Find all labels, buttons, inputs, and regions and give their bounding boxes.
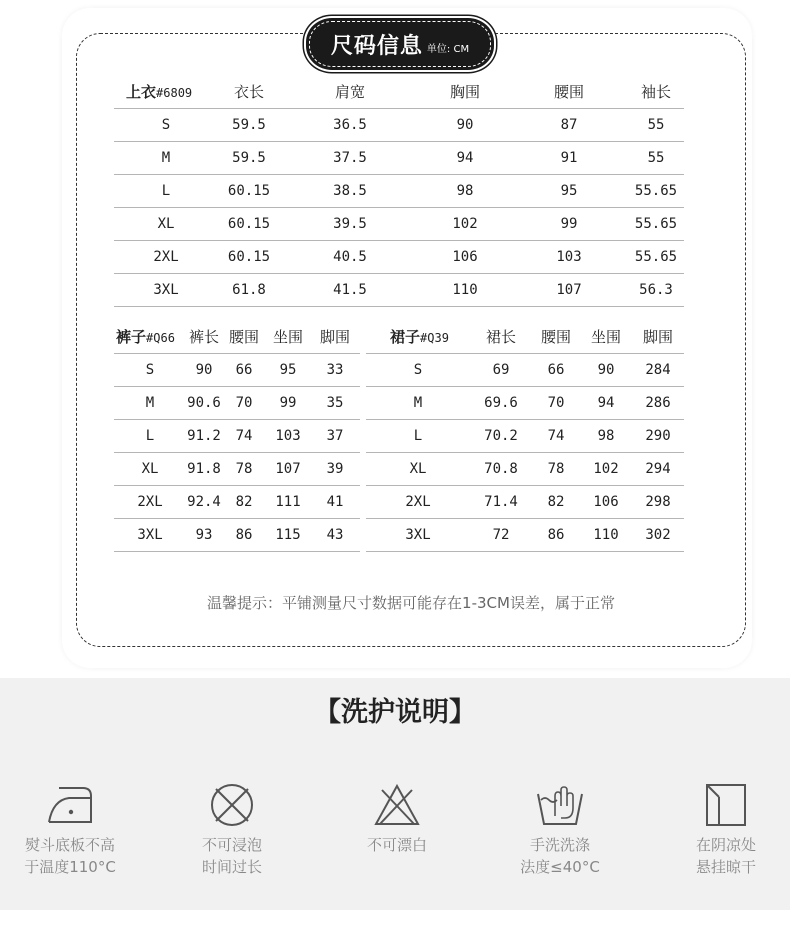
measurement-cell: 103 (556, 248, 582, 265)
measurement-cell: 60.15 (227, 182, 271, 199)
measurement-cell: 106 (452, 248, 478, 265)
table-row (114, 485, 360, 518)
measurement-cell: 92.4 (187, 493, 221, 510)
table-row (366, 419, 684, 452)
size-cell: S (413, 361, 423, 378)
measurement-cell: 90 (456, 116, 474, 133)
size-cell: M (145, 394, 155, 411)
care-label: 不可漂白 (366, 836, 427, 854)
measurement-cell: 70.8 (484, 460, 518, 477)
table-header-row (114, 321, 360, 353)
measurement-cell: 82 (235, 493, 253, 510)
measurement-cell: 90.6 (187, 394, 221, 411)
measurement-cell: 284 (645, 361, 671, 378)
measurement-cell: 93 (195, 526, 213, 543)
measurement-cell: 71.4 (484, 493, 518, 510)
measurement-cell: 66 (235, 361, 253, 378)
measurement-cell: 70 (235, 394, 253, 411)
measurement-cell: 91.8 (187, 460, 221, 477)
measurement-cell: 98 (456, 182, 474, 199)
size-cell: 3XL (405, 526, 431, 543)
measurement-cell: 55 (647, 116, 665, 133)
table-row (114, 108, 684, 141)
size-cell: 3XL (153, 281, 179, 298)
measurement-cell: 99 (560, 215, 578, 232)
measurement-cell: 39.5 (333, 215, 367, 232)
top-size-table (114, 76, 684, 307)
top-table-name: 上衣 (126, 83, 157, 102)
measurement-cell: 43 (326, 526, 344, 543)
measurement-cell: 90 (195, 361, 213, 378)
size-cell: XL (157, 215, 175, 232)
table-row (114, 273, 684, 306)
size-cell: M (161, 149, 171, 166)
measurement-cell: 107 (275, 460, 301, 477)
measurement-cell: 107 (556, 281, 582, 298)
measurement-cell: 302 (645, 526, 671, 543)
measurement-cell: 37 (326, 427, 344, 444)
care-item-dry-shade (656, 782, 790, 878)
size-cell: S (161, 116, 171, 133)
table-row (366, 353, 684, 386)
measurement-cell: 33 (326, 361, 344, 378)
measurement-cell: 41 (326, 493, 344, 510)
size-cell: XL (141, 460, 159, 477)
measurement-cell: 69.6 (484, 394, 518, 411)
unit-label: 单位: CM (426, 43, 470, 55)
table-row (114, 141, 684, 174)
measurement-cell: 60.15 (227, 215, 271, 232)
size-cell: 2XL (137, 493, 163, 510)
measurement-cell: 69 (492, 361, 510, 378)
measurement-cell: 110 (593, 526, 619, 543)
size-cell: L (413, 427, 423, 444)
column-header: 腰围 (540, 328, 571, 347)
dry-shade-icon (701, 782, 751, 828)
table-row (366, 485, 684, 518)
measurement-cell: 95 (560, 182, 578, 199)
measurement-cell: 41.5 (333, 281, 367, 298)
column-header: 裤长 (188, 328, 219, 347)
skirt-table-name-cell (366, 321, 470, 353)
iron-icon (45, 782, 95, 828)
care-item-no-bleach (327, 782, 467, 856)
pants-table-name-cell (114, 321, 186, 353)
measurement-cell: 82 (547, 493, 565, 510)
column-header: 肩宽 (334, 83, 365, 102)
skirt-table-name: 裙子 (390, 328, 421, 347)
size-info-title-badge (306, 18, 494, 70)
table-row (114, 419, 360, 452)
care-item-no-soak (162, 782, 302, 878)
measurement-cell: 86 (235, 526, 253, 543)
measurement-cell: 59.5 (232, 116, 266, 133)
measurement-cell: 86 (547, 526, 565, 543)
measurement-cell: 38.5 (333, 182, 367, 199)
table-row (114, 207, 684, 240)
top-table-code: #6809 (156, 86, 193, 101)
size-cell: L (145, 427, 155, 444)
column-header: 衣长 (233, 83, 264, 102)
measurement-cell: 78 (235, 460, 253, 477)
measurement-cell: 70.2 (484, 427, 518, 444)
care-label: 不可浸泡 时间过长 (201, 836, 262, 876)
page-title: 尺码信息 (330, 33, 423, 59)
care-label: 熨斗底板不高 于温度110°C (24, 836, 116, 876)
measurement-cell: 78 (547, 460, 565, 477)
measurement-cell: 95 (279, 361, 297, 378)
column-header: 腰围 (228, 328, 259, 347)
column-header: 坐围 (590, 328, 621, 347)
table-header-row (366, 321, 684, 353)
measurement-cell: 102 (593, 460, 619, 477)
column-header: 胸围 (449, 83, 480, 102)
measurement-cell: 55 (647, 149, 665, 166)
measurement-cell: 111 (275, 493, 301, 510)
measurement-cell: 98 (597, 427, 615, 444)
table-row (114, 518, 360, 551)
measurement-cell: 298 (645, 493, 671, 510)
skirt-size-table (366, 321, 684, 552)
size-cell: S (145, 361, 155, 378)
column-header: 脚围 (642, 328, 673, 347)
measurement-cell: 61.8 (232, 281, 266, 298)
measurement-cell: 59.5 (232, 149, 266, 166)
measurement-cell: 94 (456, 149, 474, 166)
care-section (0, 678, 790, 910)
care-item-iron (0, 782, 140, 878)
pants-table-code: #Q66 (146, 331, 175, 346)
column-header: 腰围 (553, 83, 584, 102)
measurement-cell: 87 (560, 116, 578, 133)
size-cell: 2XL (153, 248, 179, 265)
measurement-cell: 55.65 (634, 215, 678, 232)
no-bleach-icon (372, 782, 422, 828)
measurement-cell: 35 (326, 394, 344, 411)
measurement-cell: 286 (645, 394, 671, 411)
column-header: 裙长 (485, 328, 516, 347)
measurement-cell: 66 (547, 361, 565, 378)
pants-size-table (114, 321, 360, 552)
table-row (114, 386, 360, 419)
measurement-cell: 294 (645, 460, 671, 477)
care-item-hand-wash (490, 782, 630, 878)
hand-wash-icon (535, 782, 585, 828)
care-label: 手洗洗涤 法度≤40°C (520, 836, 600, 876)
table-row (366, 452, 684, 485)
size-cell: XL (409, 460, 427, 477)
measurement-cell: 60.15 (227, 248, 271, 265)
top-table-name-cell (114, 76, 218, 108)
measurement-cell: 55.65 (634, 182, 678, 199)
size-cell: 2XL (405, 493, 431, 510)
care-label: 在阴凉处 悬挂晾干 (695, 836, 756, 876)
measurement-cell: 290 (645, 427, 671, 444)
table-header-row (114, 76, 684, 108)
measurement-cell: 56.3 (639, 281, 673, 298)
measurement-cell: 110 (452, 281, 478, 298)
measurement-cell: 36.5 (333, 116, 367, 133)
measurement-cell: 115 (275, 526, 301, 543)
table-row (114, 174, 684, 207)
measurement-cell: 103 (275, 427, 301, 444)
measurement-cell: 102 (452, 215, 478, 232)
measurement-cell: 74 (235, 427, 253, 444)
measurement-cell: 72 (492, 526, 510, 543)
measurement-cell: 94 (597, 394, 615, 411)
measurement-cell: 74 (547, 427, 565, 444)
column-header: 脚围 (319, 328, 350, 347)
measurement-tip: 温馨提示：平铺测量尺寸数据可能存在1-3CM误差，属于正常 (207, 594, 615, 612)
table-row (114, 240, 684, 273)
skirt-table-code: #Q39 (420, 331, 449, 346)
measurement-cell: 91.2 (187, 427, 221, 444)
measurement-cell: 37.5 (333, 149, 367, 166)
measurement-cell: 91 (560, 149, 578, 166)
care-title: 【洗护说明】 (314, 697, 476, 728)
measurement-cell: 40.5 (333, 248, 367, 265)
size-cell: L (161, 182, 171, 199)
table-row (366, 386, 684, 419)
no-soak-icon (207, 782, 257, 828)
table-row (366, 518, 684, 551)
measurement-cell: 55.65 (634, 248, 678, 265)
size-cell: 3XL (137, 526, 163, 543)
measurement-cell: 106 (593, 493, 619, 510)
column-header: 袖长 (640, 83, 671, 102)
measurement-cell: 90 (597, 361, 615, 378)
pants-table-name: 裤子 (116, 328, 147, 347)
measurement-cell: 70 (547, 394, 565, 411)
table-row (114, 452, 360, 485)
column-header: 坐围 (272, 328, 303, 347)
measurement-cell: 39 (326, 460, 344, 477)
measurement-cell: 99 (279, 394, 297, 411)
size-cell: M (413, 394, 423, 411)
table-row (114, 353, 360, 386)
